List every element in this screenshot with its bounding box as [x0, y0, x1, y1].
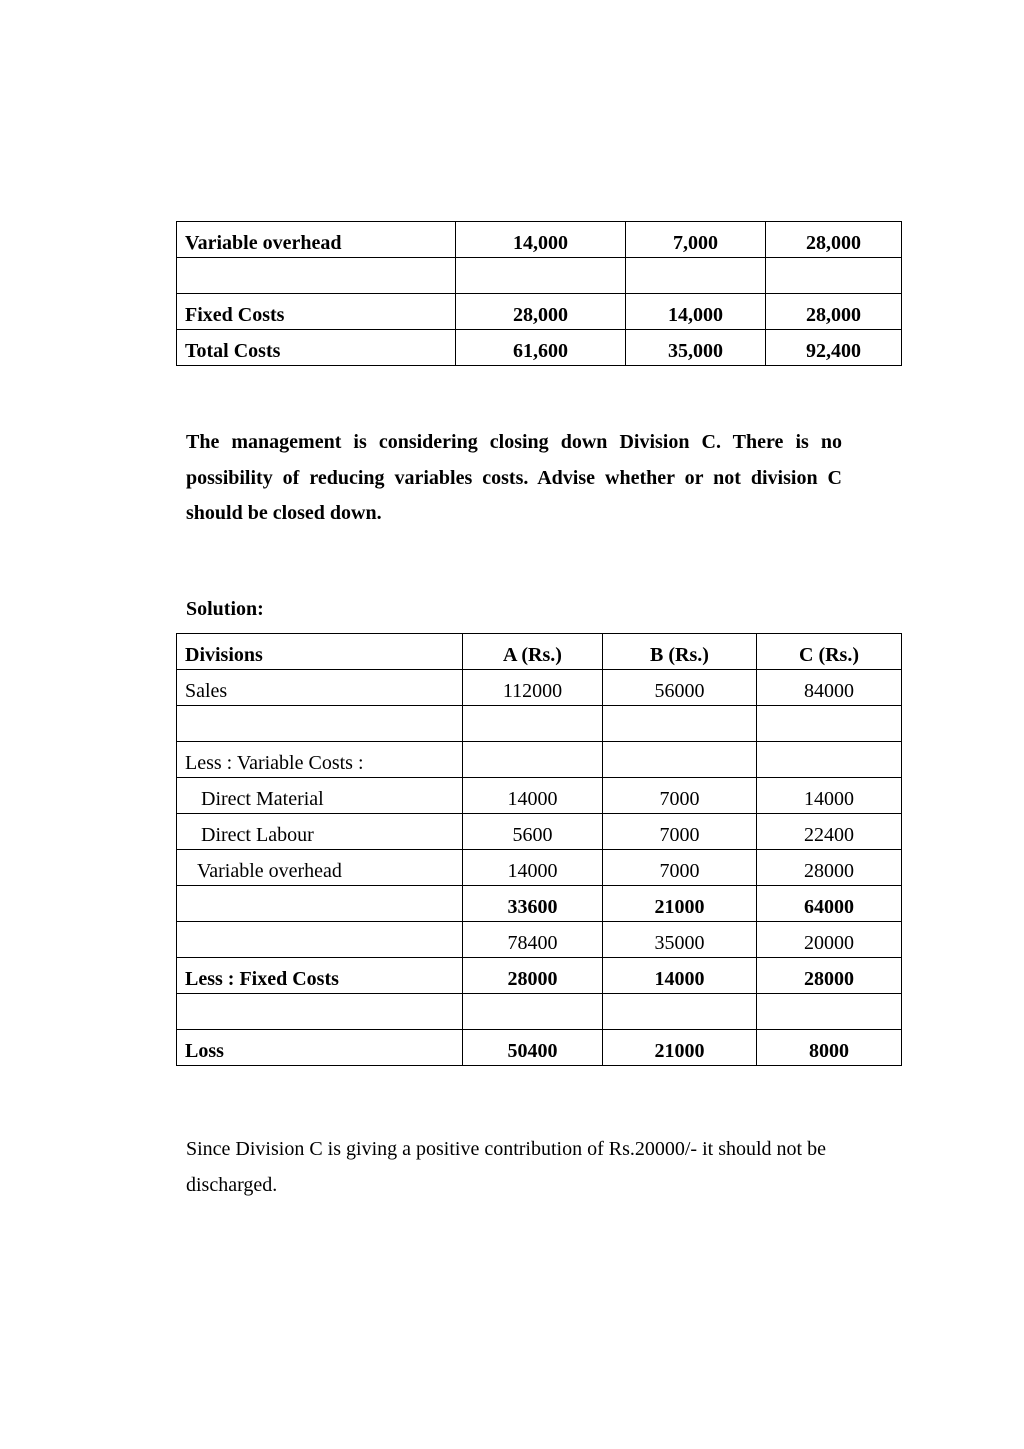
division-b-value: 21000: [603, 1030, 757, 1066]
division-c-value: [757, 706, 902, 742]
table-row-direct-material: [177, 778, 902, 814]
division-c-value: 20000: [757, 922, 902, 958]
table-header-row: [177, 634, 902, 670]
division-b-value: [603, 742, 757, 778]
table-row-fixed-costs: [177, 294, 902, 330]
division-b-value: 35,000: [626, 330, 766, 366]
division-b-value: 7,000: [626, 222, 766, 258]
row-label: Loss: [177, 1030, 463, 1066]
row-label: Total Costs: [177, 330, 456, 366]
row-label: [177, 258, 456, 294]
division-a-value: 14000: [463, 778, 603, 814]
row-label: [177, 922, 463, 958]
division-a-value: [463, 706, 603, 742]
division-c-value: 22400: [757, 814, 902, 850]
cost-table-continued: [176, 221, 902, 366]
division-b-value: 35000: [603, 922, 757, 958]
division-a-value: [463, 994, 603, 1030]
division-c-value: [757, 994, 902, 1030]
row-label: Direct Labour: [177, 814, 463, 850]
division-b-value: 7000: [603, 778, 757, 814]
conclusion-paragraph: Since Division C is giving a positive contribution of Rs.20000/- it should not be discharged.: [186, 1138, 826, 1196]
table-row-direct-labour: [177, 814, 902, 850]
table-row-loss: [177, 1030, 902, 1066]
division-c-value: [766, 258, 902, 294]
division-a-value: 112000: [463, 670, 603, 706]
division-c-value: 92,400: [766, 330, 902, 366]
division-a-value: 78400: [463, 922, 603, 958]
division-b-value: [626, 258, 766, 294]
column-header-c: C (Rs.): [757, 634, 902, 670]
division-a-value: [456, 258, 626, 294]
division-b-value: 14000: [603, 958, 757, 994]
division-a-value: 14000: [463, 850, 603, 886]
division-c-value: 28,000: [766, 294, 902, 330]
division-a-value: 28000: [463, 958, 603, 994]
table-row-empty: [177, 258, 902, 294]
division-b-value: 7000: [603, 814, 757, 850]
table-row-contribution: [177, 922, 902, 958]
table-row-total-costs: [177, 330, 902, 366]
row-label: Direct Material: [177, 778, 463, 814]
row-label: Sales: [177, 670, 463, 706]
division-a-value: 14,000: [456, 222, 626, 258]
table-row-empty: [177, 706, 902, 742]
division-c-value: 28000: [757, 958, 902, 994]
division-c-value: 28,000: [766, 222, 902, 258]
division-c-value: [757, 742, 902, 778]
row-label: Fixed Costs: [177, 294, 456, 330]
row-label: [177, 886, 463, 922]
division-b-value: 56000: [603, 670, 757, 706]
table-row-less-fixed-costs: [177, 958, 902, 994]
division-c-value: 64000: [757, 886, 902, 922]
division-a-value: 61,600: [456, 330, 626, 366]
solution-table: [176, 633, 902, 1066]
column-header-divisions: Divisions: [177, 634, 463, 670]
table-row-less-variable-costs: [177, 742, 902, 778]
row-label: Less : Variable Costs :: [177, 742, 463, 778]
solution-heading: Solution:: [186, 598, 264, 620]
division-c-value: 28000: [757, 850, 902, 886]
row-label: [177, 994, 463, 1030]
table-row-sales: [177, 670, 902, 706]
division-a-value: 28,000: [456, 294, 626, 330]
division-a-value: 5600: [463, 814, 603, 850]
division-a-value: 33600: [463, 886, 603, 922]
division-b-value: 7000: [603, 850, 757, 886]
question-paragraph: The management is considering closing down Division C. There is no possibility of reducing variables costs. Advise whether or not division C should be closed down.: [186, 431, 842, 524]
column-header-a: A (Rs.): [463, 634, 603, 670]
division-c-value: 14000: [757, 778, 902, 814]
row-label: Variable overhead: [177, 850, 463, 886]
division-b-value: 14,000: [626, 294, 766, 330]
row-label: [177, 706, 463, 742]
row-label: Less : Fixed Costs: [177, 958, 463, 994]
division-b-value: [603, 706, 757, 742]
division-c-value: 8000: [757, 1030, 902, 1066]
table-row-variable-overhead: [177, 222, 902, 258]
table-row-variable-overhead: [177, 850, 902, 886]
division-b-value: [603, 994, 757, 1030]
division-b-value: 21000: [603, 886, 757, 922]
division-c-value: 84000: [757, 670, 902, 706]
column-header-b: B (Rs.): [603, 634, 757, 670]
division-a-value: [463, 742, 603, 778]
table-row-empty: [177, 994, 902, 1030]
table-row-total-variable-costs: [177, 886, 902, 922]
row-label: Variable overhead: [177, 222, 456, 258]
division-a-value: 50400: [463, 1030, 603, 1066]
